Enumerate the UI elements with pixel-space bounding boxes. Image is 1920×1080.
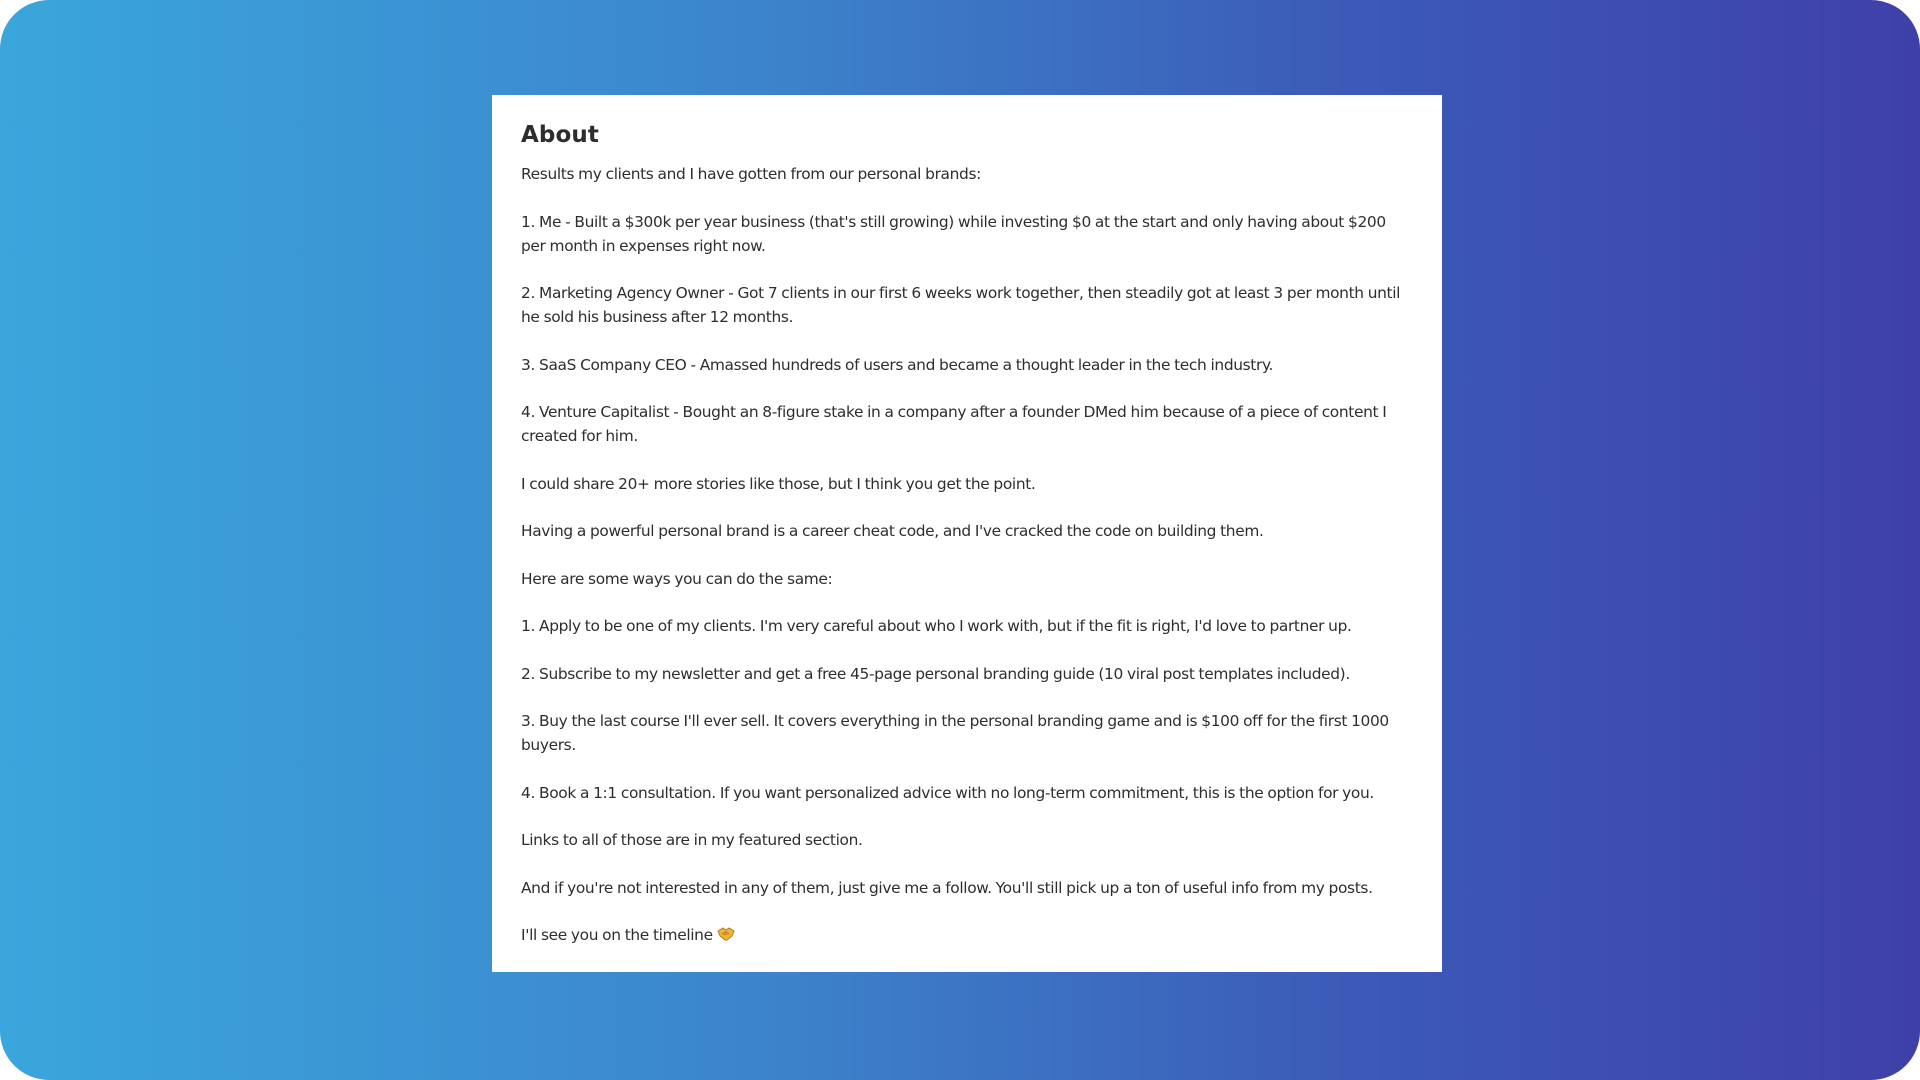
about-paragraph: 1. Me - Built a $300k per year business (that's still growing) while investing $0 at the start and only having about $200 per month in expenses right now. [521, 212, 1386, 255]
about-paragraph: 2. Marketing Agency Owner - Got 7 clients in our first 6 weeks work together, then steadily got at least 3 per month until he sold his business after 12 months. [521, 284, 1401, 327]
about-paragraph: Links to all of those are in my featured section. [521, 831, 863, 850]
about-paragraph: And if you're not interested in any of them, just give me a follow. You'll still pick up a ton of useful info from my posts. [521, 878, 1373, 897]
about-paragraph: 3. Buy the last course I'll ever sell. It covers everything in the personal branding game and is $100 off for the first 1000 buyers. [521, 712, 1389, 755]
about-paragraph: 3. SaaS Company CEO - Amassed hundreds of users and became a thought leader in the tech industry. [521, 355, 1274, 374]
about-paragraph: 2. Subscribe to my newsletter and get a free 45-page personal branding guide (10 viral post templates included). [521, 664, 1350, 683]
about-paragraph: 4. Venture Capitalist - Bought an 8-figure stake in a company after a founder DMed him because of a piece of content I created for him. [521, 403, 1387, 446]
about-paragraph: 4. Book a 1:1 consultation. If you want personalized advice with no long-term commitment, this is the option for you. [521, 783, 1374, 802]
about-paragraph: Here are some ways you can do the same: [521, 569, 833, 588]
closing-text: I'll see you on the timeline [521, 926, 713, 945]
handshake-emoji-icon [717, 926, 735, 942]
about-paragraph: I could share 20+ more stories like those, but I think you get the point. [521, 474, 1036, 493]
about-paragraph: Having a powerful personal brand is a career cheat code, and I've cracked the code on building them. [521, 522, 1264, 541]
about-title: About [521, 122, 599, 148]
about-closing-line [521, 923, 1413, 947]
about-card [492, 95, 1442, 972]
about-paragraph: 1. Apply to be one of my clients. I'm very careful about who I work with, but if the fit is right, I'd love to partner up. [521, 617, 1352, 636]
about-paragraph: Results my clients and I have gotten from our personal brands: [521, 165, 981, 184]
